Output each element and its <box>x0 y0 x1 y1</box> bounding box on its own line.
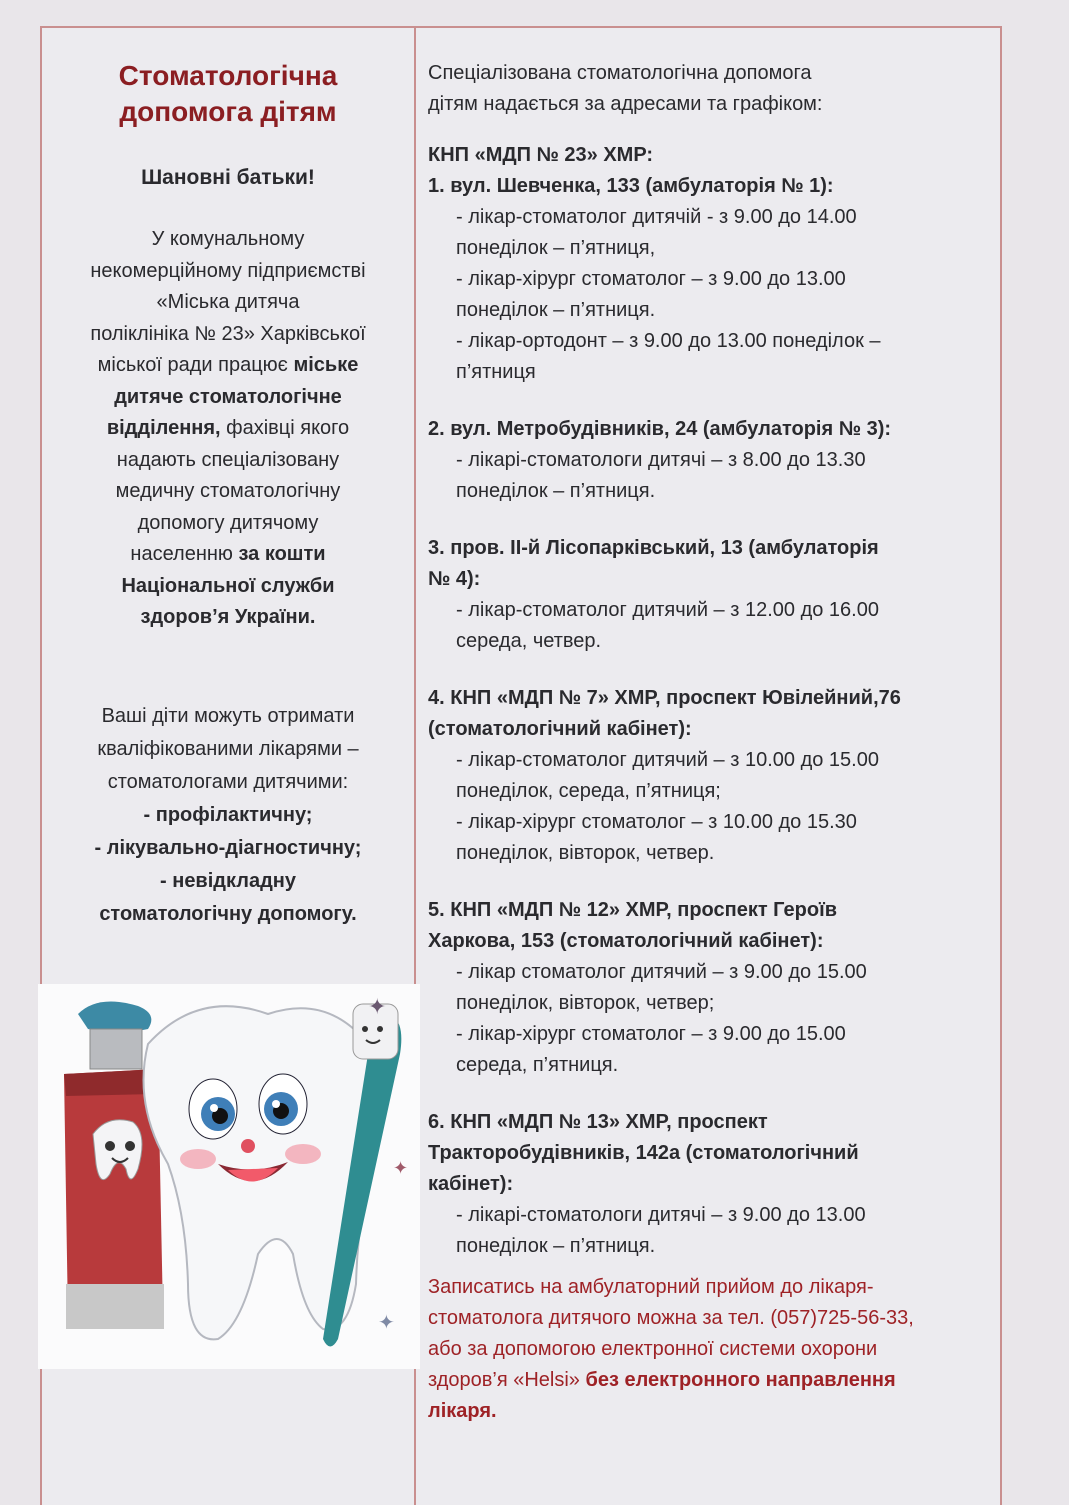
schedule-line: - лікар-хірург стоматолог – з 9.00 до 13.00 <box>456 268 846 290</box>
schedule-line: - лікар-ортодонт – з 9.00 до 13.00 понеділок – <box>456 330 881 352</box>
org-heading: КНП «МДП № 23» ХМР: <box>428 144 654 166</box>
schedule-line: понеділок, вівторок, четвер. <box>456 842 715 864</box>
schedule-line: - лікар-хірург стоматолог – з 10.00 до 15.30 <box>456 811 857 833</box>
schedule-line: понеділок, вівторок, четвер; <box>456 992 715 1014</box>
greeting: Шановні батьки! <box>141 166 315 189</box>
intro-paragraph <box>42 224 414 634</box>
bold-span: за кошти <box>238 543 326 565</box>
text-line: допомогу дитячому <box>137 511 319 534</box>
text-line: поліклініка № 23» Харківської <box>90 322 366 345</box>
flyer-sheet <box>40 26 1002 1505</box>
location-1 <box>428 171 1008 388</box>
flyer-title <box>42 58 414 130</box>
bold-span: відділення, <box>106 417 221 439</box>
location-heading: кабінет): <box>428 1173 514 1195</box>
bold-span: міське <box>293 354 359 376</box>
schedule-line: - лікарі-стоматологи дитячі – з 9.00 до 13.00 <box>456 1204 866 1226</box>
text-line: Спеціалізована стоматологічна допомога <box>428 62 812 84</box>
location-heading: 2. вул. Метробудівників, 24 (амбулаторія № 3): <box>428 418 892 440</box>
location-heading: Харкова, 153 (стоматологічний кабінет): <box>428 930 824 952</box>
location-5 <box>428 895 1008 1081</box>
text-line <box>50 539 406 571</box>
title-line: допомога дітям <box>119 96 337 127</box>
services-paragraph <box>42 700 414 931</box>
schedule-line: середа, п’ятниця. <box>456 1054 619 1076</box>
location-heading: 6. КНП «МДП № 13» ХМР, проспект <box>428 1111 768 1133</box>
text-line: стоматологами дитячими: <box>107 770 349 793</box>
text-line: надають спеціалізовану <box>116 448 340 471</box>
sparkle-icon: ✦ <box>393 1158 409 1178</box>
text-span: населенню <box>130 543 233 565</box>
schedule-line: - лікар-хірург стоматолог – з 9.00 до 15.00 <box>456 1023 846 1045</box>
text-line <box>50 350 406 382</box>
schedule-line: - лікар стоматолог дитячий – з 9.00 до 15.00 <box>456 961 867 983</box>
sparkle-icon: ✦ <box>368 994 387 1019</box>
location-heading: 3. пров. ІІ-й Лісопарківський, 13 (амбулаторія <box>428 537 879 559</box>
schedule-line: понеділок, середа, п’ятниця; <box>456 780 721 802</box>
text-span: фахівці якого <box>226 417 350 439</box>
schedule-line: - лікарі-стоматологи дитячі – з 8.00 до 13.30 <box>456 449 866 471</box>
location-heading: (стоматологічний кабінет): <box>428 718 692 740</box>
schedule-line: понеділок – п’ятниця. <box>456 1235 656 1257</box>
right-column <box>428 28 1008 1427</box>
schedule-line: - лікар-стоматолог дитячій - з 9.00 до 14.00 <box>456 206 857 228</box>
schedule-line: понеділок – п’ятниця, <box>456 237 656 259</box>
service-item: - лікувально-діагностичну; <box>94 836 362 859</box>
bold-span: без електронного направлення <box>585 1369 896 1391</box>
service-item: - невідкладну <box>160 869 296 892</box>
schedule-line: середа, четвер. <box>456 630 602 652</box>
text-line <box>428 1365 1008 1396</box>
location-2 <box>428 414 1008 507</box>
text-line: дитяче стоматологічне <box>114 385 342 408</box>
text-line: некомерційному підприємстві <box>90 259 366 282</box>
left-column <box>42 28 414 931</box>
location-heading: № 4): <box>428 568 481 590</box>
phone-line: стоматолога дитячого можна за тел. (057)725-56-33, <box>428 1307 914 1329</box>
text-line: Ваші діти можуть отримати <box>101 704 355 727</box>
schedule-line: п’ятниця <box>456 361 536 383</box>
location-heading: 1. вул. Шевченка, 133 (амбулаторія № 1): <box>428 175 834 197</box>
schedule-line: понеділок – п’ятниця. <box>456 299 656 321</box>
schedule-intro <box>428 58 1008 120</box>
sparkle-icon: ✦ <box>378 1312 395 1334</box>
text-line: лікаря. <box>428 1400 497 1422</box>
text-line <box>50 413 406 445</box>
text-line: або за допомогою електронної системи охорони <box>428 1338 878 1360</box>
text-span: здоров’я «Helsi» <box>428 1369 580 1391</box>
schedule-line: понеділок – п’ятниця. <box>456 480 656 502</box>
title-line: Стоматологічна <box>118 60 338 91</box>
location-3 <box>428 533 1008 657</box>
text-line: дітям надається за адресами та графіком: <box>428 93 823 115</box>
tooth-cartoon-icon <box>38 984 420 1369</box>
tooth-illustration <box>38 984 420 1369</box>
schedule-line: - лікар-стоматолог дитячий – з 10.00 до 15.00 <box>456 749 879 771</box>
location-heading: 4. КНП «МДП № 7» ХМР, проспект Ювілейний,76 <box>428 687 901 709</box>
appointment-note <box>428 1272 1008 1427</box>
text-line: Національної служби <box>121 574 335 597</box>
schedule-line: - лікар-стоматолог дитячий – з 12.00 до 16.00 <box>456 599 879 621</box>
text-line: У комунальному <box>151 228 305 250</box>
text-line: медичну стоматологічну <box>115 480 341 502</box>
service-item: стоматологічну допомогу. <box>99 902 357 925</box>
location-6 <box>428 1107 1008 1262</box>
location-heading: 5. КНП «МДП № 12» ХМР, проспект Героїв <box>428 899 837 921</box>
service-item: - профілактичну; <box>143 803 313 826</box>
text-span: міської ради працює <box>97 354 288 376</box>
text-line: «Міська дитяча <box>156 291 300 313</box>
location-heading: Тракторобудівників, 142а (стоматологічний <box>428 1142 859 1164</box>
text-line: Записатись на амбулаторний прийом до лікаря- <box>428 1276 874 1298</box>
location-4 <box>428 683 1008 869</box>
text-line: кваліфікованими лікарями – <box>97 737 359 760</box>
text-line: здоров’я України. <box>140 606 316 628</box>
